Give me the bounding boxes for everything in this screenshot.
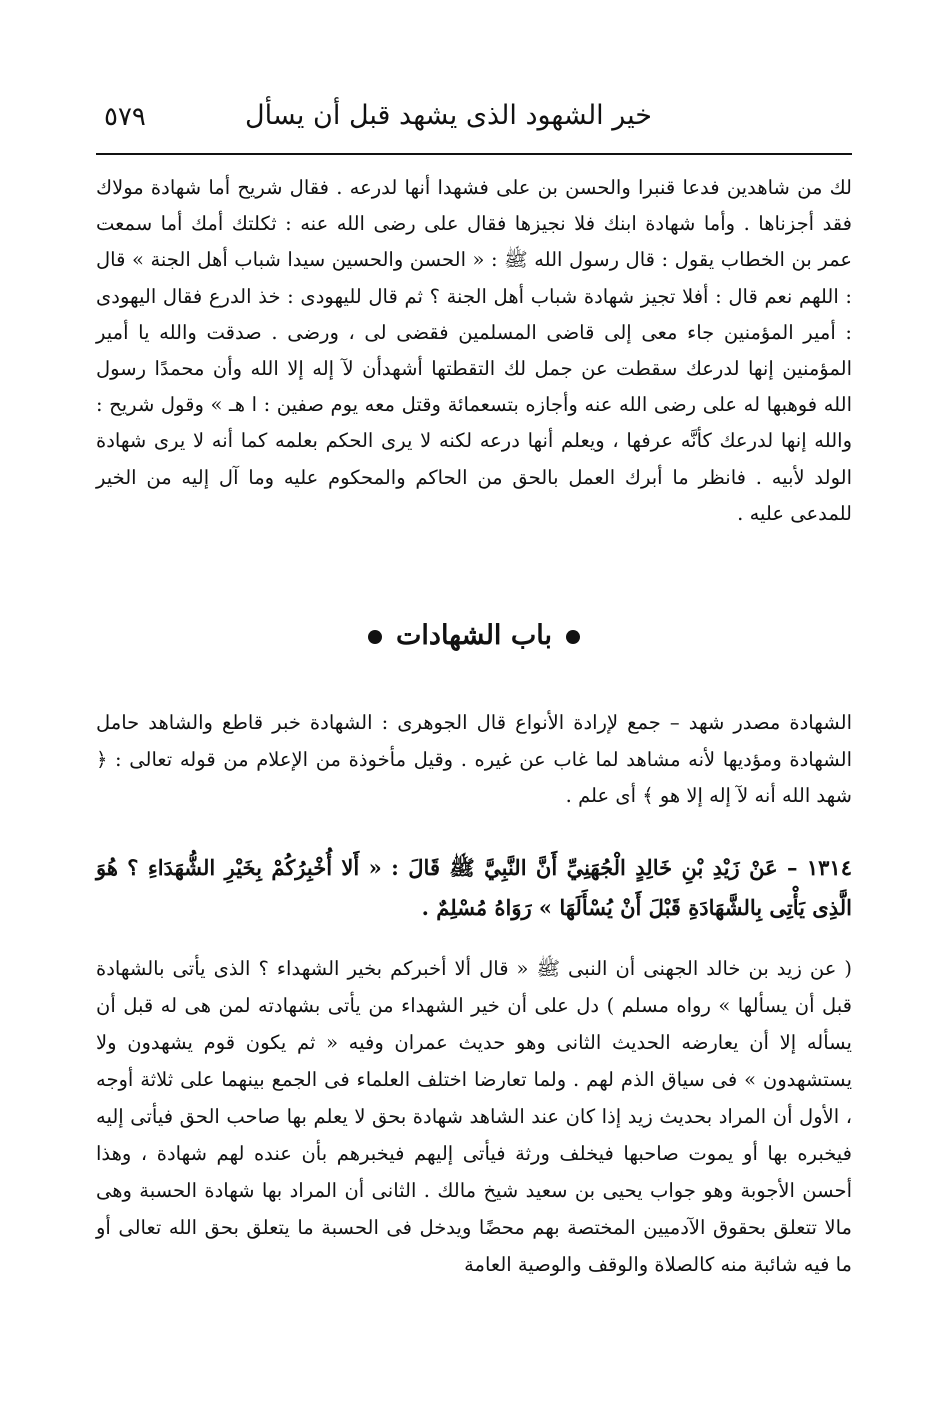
section-heading-text: باب الشهادات (396, 620, 552, 651)
paragraph-continuation: لك من شاهدين فدعا قنبرا والحسن بن على فشهدا أنها لدرعه . فقال شريح أما شهادة مولاك فقد أجزناها . وأما شهادة ابنك فلا نجيزها فقال على رضى الله عنه : ثكلتك أمك أما سمعت عمر بن الخطاب يقول : قال رسول الله ﷺ : « الحسن والحسين سيدا شباب أهل الجنة » قال : اللهم نعم قال : أفلا تجيز شهادة شباب أهل الجنة ؟ ثم قال لليهودى : خذ الدرع فقال اليهودى : أمير المؤمنين جاء معى إلى قاضى المسلمين فقضى لى ، ورضى . صدقت والله يا أمير المؤمنين إنها لدرعك سقطت عن جمل لك التقطتها أشهدأن لآ إله إلا الله وأن محمدًا رسول الله فوهبها له على رضى الله عنه وأجازه بتسعمائة وقتل معه يوم صفين : ا هـ » وقول شريح : والله إنها لدرعك كأنَّه عرفها ، ويعلم أنها درعه لكنه لا يرى الحكم بعلمه كما أنه لا يرى شهادة الولد لأبيه . فانظر ما أبرك العمل بالحق من الحاكم والمحكوم عليه وما آل إليه من الخير للمدعى عليه . (96, 176, 852, 525)
section-heading (96, 620, 852, 651)
header-divider (96, 153, 852, 155)
running-header (96, 98, 852, 148)
paragraph-commentary: ( عن زيد بن خالد الجهنى أن النبى ﷺ « قال ألا أخبركم بخير الشهداء ؟ الذى يأتى بالشهادة قبل أن يسألها » رواه مسلم ) دل على أن خير الشهداء من يأتى بشهادته لمن هى له قبل أن يسأله إلا أن يعارضه الحديث الثانى وهو حديث عمران وفيه « ثم يكون قوم يشهدون ولا يستشهدون » فى سياق الذم لهم . ولما تعارضا اختلف العلماء فى الجمع بينهما على ثلاثة أوجه ، الأول أن المراد بحديث زيد إذا كان عند الشاهد شهادة بحق لا يعلم بها صاحب الحق فيأتى إليه فيخبره بها أو يموت صاحبها فيخلف ورثة فيأتى إليهم فيخبرهم بأن عنده لهم شهادة ، وهذا أحسن الأجوبة وهو جواب يحيى بن سعيد شيخ مالك . الثانى أن المراد بها شهادة الحسبة وهى مالا تتعلق بحقوق الآدميين المختصة بهم محضًا ويدخل فى الحسبة ما يتعلق بحق الله تعالى أو ما فيه شائبة منه كالصلاة والوقف والوصية العامة (96, 957, 852, 1276)
page-number: ٥٧٩ (104, 102, 146, 132)
heading-bullet-left (368, 630, 382, 644)
hadith-text: ١٣١٤ – عَنْ زَيْدِ بْنِ خَالِدٍ الْجُهَنِيِّ أَنَّ النَّبِيَّ ﷺ قَالَ : « أَلا أُخْبِرُكُمْ بِخَيْرِ الشُّهَدَاءِ ؟ هُوَ الَّذِى يَأْتِى بِالشَّهَادَةِ قَبْلَ أَنْ يُسْأَلَهَا » رَوَاهُ مُسْلِمٌ . (96, 855, 852, 920)
paragraph-definition: الشهادة مصدر شهد – جمع لإرادة الأنواع قال الجوهرى : الشهادة خبر قاطع والشاهد حامل الشهادة ومؤديها لأنه مشاهد لما غاب عن غيره . وقيل مأخوذة من الإعلام من قوله تعالى : ﴿ شهد الله أنه لآ إله إلا هو ﴾ أى علم . (96, 711, 852, 807)
heading-bullet-right (566, 630, 580, 644)
running-title: خير الشهود الذى يشهد قبل أن يسأل (245, 100, 652, 131)
